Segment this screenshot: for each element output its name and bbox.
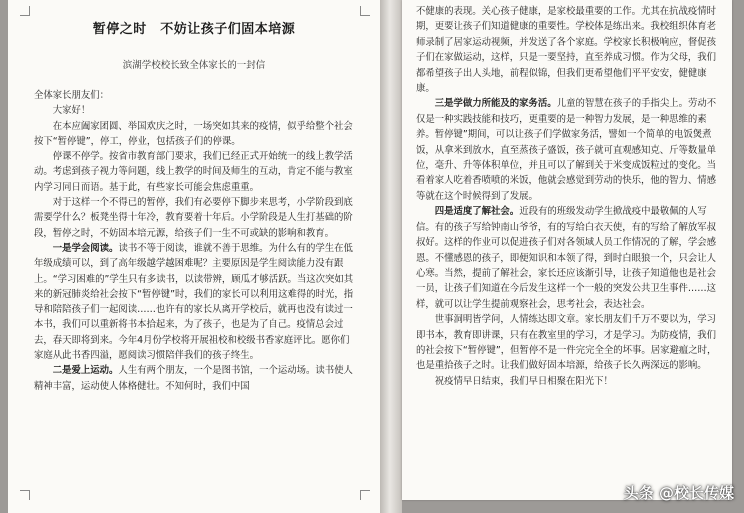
closing: 祝疫情早日结束，我们早日相聚在阳光下！ <box>434 375 613 387</box>
section-heading: 一是学会阅读。 <box>52 242 119 254</box>
crop-mark <box>360 6 370 16</box>
page-gutter <box>380 0 402 513</box>
paragraph: 在本应阖家团圆、举国欢庆之时，一场突如其来的疫情，似乎给整个社会按下“暂停键”，停工，停业，包括孩子们的停课。 <box>34 120 353 147</box>
section-1 <box>34 241 356 363</box>
crop-mark <box>360 490 370 500</box>
paragraph: 世事洞明皆学问，人情练达即文章。家长朋友们千万不要以为，学习即书本，教育即讲课，只有在教室里的学习，才是学习。为防疫情，我们的社会按下“暂停键”，但暂停不是一件完完全全的坏事。居家避瘟之时，也是重拾孩子之时。让我们做好固本培源，给孩子长久两深远的影响。 <box>416 314 717 372</box>
section-4 <box>416 204 720 312</box>
letter-subtitle: 滨湖学校校长致全体家长的一封信 <box>122 60 266 71</box>
section-heading: 三是学做力所能及的家务活。 <box>434 98 557 110</box>
section-text: 读书不等于阅读，谁就不善于思维。为什么有的学生在低年级成绩可以，到了高年级越学越困难呢？主要原因是学生阅读能力没有跟上。“学习困难的”学生只有多读书，以读带辨，顾瓜才够活跃。当这次突如其来的新冠肺炎给社会按下“暂停键”时，我们的家长可以利用这难得的时光，指导和陪陪孩子们一起阅读……也许有的家长从离开学校后，就再也没有读过一本书，我们可以重新将书本拾起来，为了孩子，也是为了自己。疫情总会过去，春天即将到来。今年4月份学校将开展祖校和校级书香家庭评比。愿你们家庭从此书香四溢，愿阅读习惯陪伴我们的孩子终生。 <box>34 242 354 362</box>
right-page <box>402 0 732 500</box>
greeting: 全体家长朋友们： <box>34 90 110 101</box>
left-page <box>8 0 380 513</box>
paragraph: 不健康的表现。关心孩子健康，是家校最重要的工作。尤其在抗战疫情时期，更要让孩子们知道健康的重要性。学校体是练出来。我校组织体育老师录制了居家运动视频，并发送了各个家庭。学校家长积极响应，督促孩子们在家做运动，这样，只是一要坚持，直至养成习惯。作为父母，我们都希望孩子出人头地，前程似锦，但我们更希望他们平平安安，健健康康。 <box>416 6 717 95</box>
section-2 <box>34 363 356 394</box>
paragraph: 对于这样一个不得已的暂停，我们有必要停下脚步来思考，小学阶段到底需要学什么？板凳坐得十年冷，教育要着十年后。小学阶段是人生打基础的阶段，暂停之时，不妨固本培元源，给孩子们一生不可或缺的影响和教育。 <box>34 197 353 239</box>
letter-title: 暂停之时 不妨让孩子们固本培源 <box>92 22 296 37</box>
crop-mark <box>20 490 30 500</box>
section-3 <box>416 96 720 204</box>
section-heading: 四是适度了解社会。 <box>434 206 520 218</box>
paragraph: 停课不停学。按省市教育部门要求，我们已经正式开始统一的线上教学活动。考虑到孩子视力等问题，线上教学的时间及师生的互动，肯定不能与教室内学习同日而语。基于此，有些家长可能会焦虑重重。 <box>34 151 353 193</box>
watermark: 头条 @校长传媒 <box>623 484 734 502</box>
section-heading: 二是爱上运动。 <box>52 365 119 377</box>
section-text: 人生有两个朋友，一个是图书馆，一个运动场。读书使人精神丰富，运动使人体格健壮。不知何时，我们中国 <box>34 365 353 392</box>
crop-mark <box>20 6 30 16</box>
hello: 大家好！ <box>52 105 91 117</box>
left-body-text <box>34 88 356 394</box>
section-text: 近段有的班级发动学生掀战疫中最敬佩的人写信。有的孩子写给钟南山爷爷，有的写给白衣天使，有的写给了解放军叔叔好。这样的作业可以促进孩子们对各领域人员工作情况的了解，学会感恩。不懂感恩的孩子，即便知识和本领了得，到时白眼狼一个，只会让人心寒。当然，提前了解社会，家长还应该渐引导，让孩子知道他也是社会一员，让孩子们知道在今后发生这样一个一般的突发公共卫生事件……这样，就可以让学生提前观察社会，思考社会，表达社会。 <box>416 206 717 310</box>
section-text: 儿童的智慧在孩子的手指尖上。劳动不仅是一种实践技能和技巧，更重要的是一种智力发展，是一种思维的素养。暂停键”期间，可以让孩子们学做家务活，譬如一个简单的电饭煲煮饭，从拿米到放水，直至蒸孩子盛饭，孩子就可直观感知克、斤等数量单位，毫升、升等体积单位，并且可以了解到关于米变成饭粒过的变化。当看着家人吃着香喷喷的米饭，他就会感觉到劳动的快乐，他的智力、情感等就在这个时候得到了发展。 <box>416 98 717 202</box>
right-body-text <box>416 4 720 389</box>
